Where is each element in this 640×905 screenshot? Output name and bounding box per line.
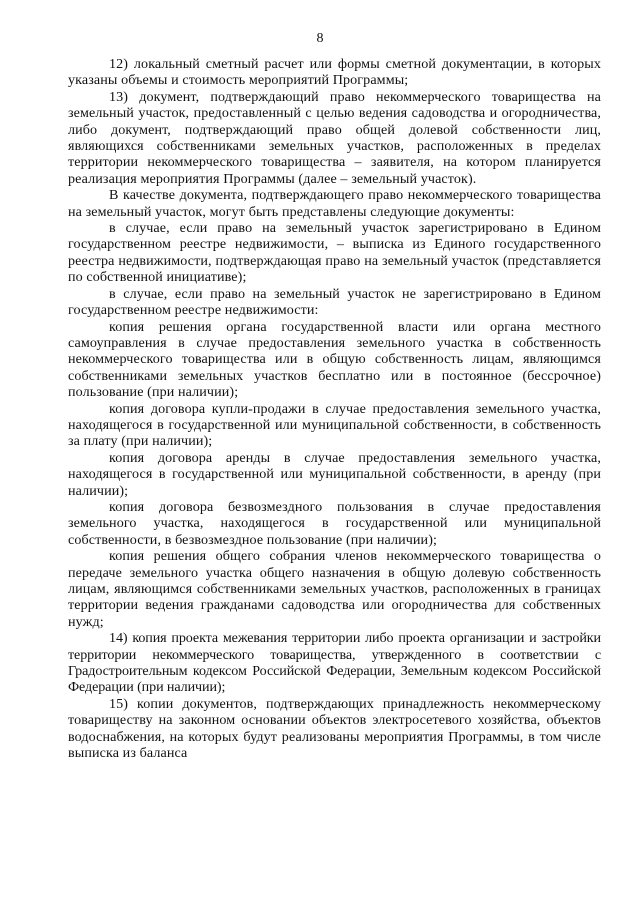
paragraph-lease-contract-copy: копия договора аренды в случае предоставления земельного участка, находящегося в государственной или муниципальной собственности, в аренду (при наличии); [68, 449, 601, 499]
paragraph-documents-intro: В качестве документа, подтверждающего право некоммерческого товарищества на земельный участок, могут быть представлены следующие документы: [68, 187, 601, 220]
paragraph-registered-case: в случае, если право на земельный участок зарегистрировано в Едином государственном реестре недвижимости, – выписка из Единого государственного реестра недвижимости, подтверждающая право на земельный участок (представляется по собственной инициативе); [68, 220, 601, 286]
paragraph-sale-contract-copy: копия договора купли-продажи в случае предоставления земельного участка, находящегося в государственной или муниципальной собственности, в собственность за плату (при наличии); [68, 400, 601, 450]
paragraph-item-13: 13) документ, подтверждающий право некоммерческого товарищества на земельный участок, предоставленный с целью ведения садоводства и огородничества, либо документ, подтверждающий право общей долевой собственности лиц, являющихся собственниками земельных участков, расположенных в пределах территории некоммерческого товарищества – заявителя, на котором планируется реализация мероприятия Программы (далее – земельный участок). [68, 88, 601, 187]
paragraph-item-15: 15) копии документов, подтверждающих принадлежность некоммерческому товариществу на законном основании объектов электросетевого хозяйства, объектов водоснабжения, на которых будут реализованы мероприятия Программы, в том числе выписка из баланса [68, 695, 601, 762]
paragraph-item-14: 14) копия проекта межевания территории либо проекта организации и застройки территории некоммерческого товарищества, утвержденного в соответствии с Градостроительным кодексом Российской Федерации, Земельным кодексом Российской Федерации (при наличии); [68, 630, 601, 696]
paragraph-unregistered-case: в случае, если право на земельный участок не зарегистрировано в Едином государственном реестре недвижимости: [68, 285, 601, 319]
page-number: 8 [316, 31, 324, 46]
document-body [68, 56, 601, 761]
paragraph-general-meeting-decision-copy: копия решения общего собрания членов некоммерческого товарищества о передаче земельного участка общего назначения в общую долевую собственность лицам, являющимся собственниками земельных участков, расположенных в границах территории ведения гражданами садоводства или огородничества для собственных нужд; [68, 548, 601, 630]
paragraph-authority-decision-copy: копия решения органа государственной власти или органа местного самоуправления в случае предоставления земельного участка в собственность некоммерческого товарищества или в общую собственность лицам, являющимся собственниками земельных участков бесплатно или в постоянное (бессрочное) пользование (при наличии); [68, 318, 601, 401]
paragraph-free-use-contract-copy: копия договора безвозмездного пользования в случае предоставления земельного участка, находящегося в государственной или муниципальной собственности, в безвозмездное пользование (при наличии); [68, 498, 601, 548]
paragraph-item-12: 12) локальный сметный расчет или формы сметной документации, в которых указаны объемы и стоимость мероприятий Программы; [68, 56, 601, 89]
